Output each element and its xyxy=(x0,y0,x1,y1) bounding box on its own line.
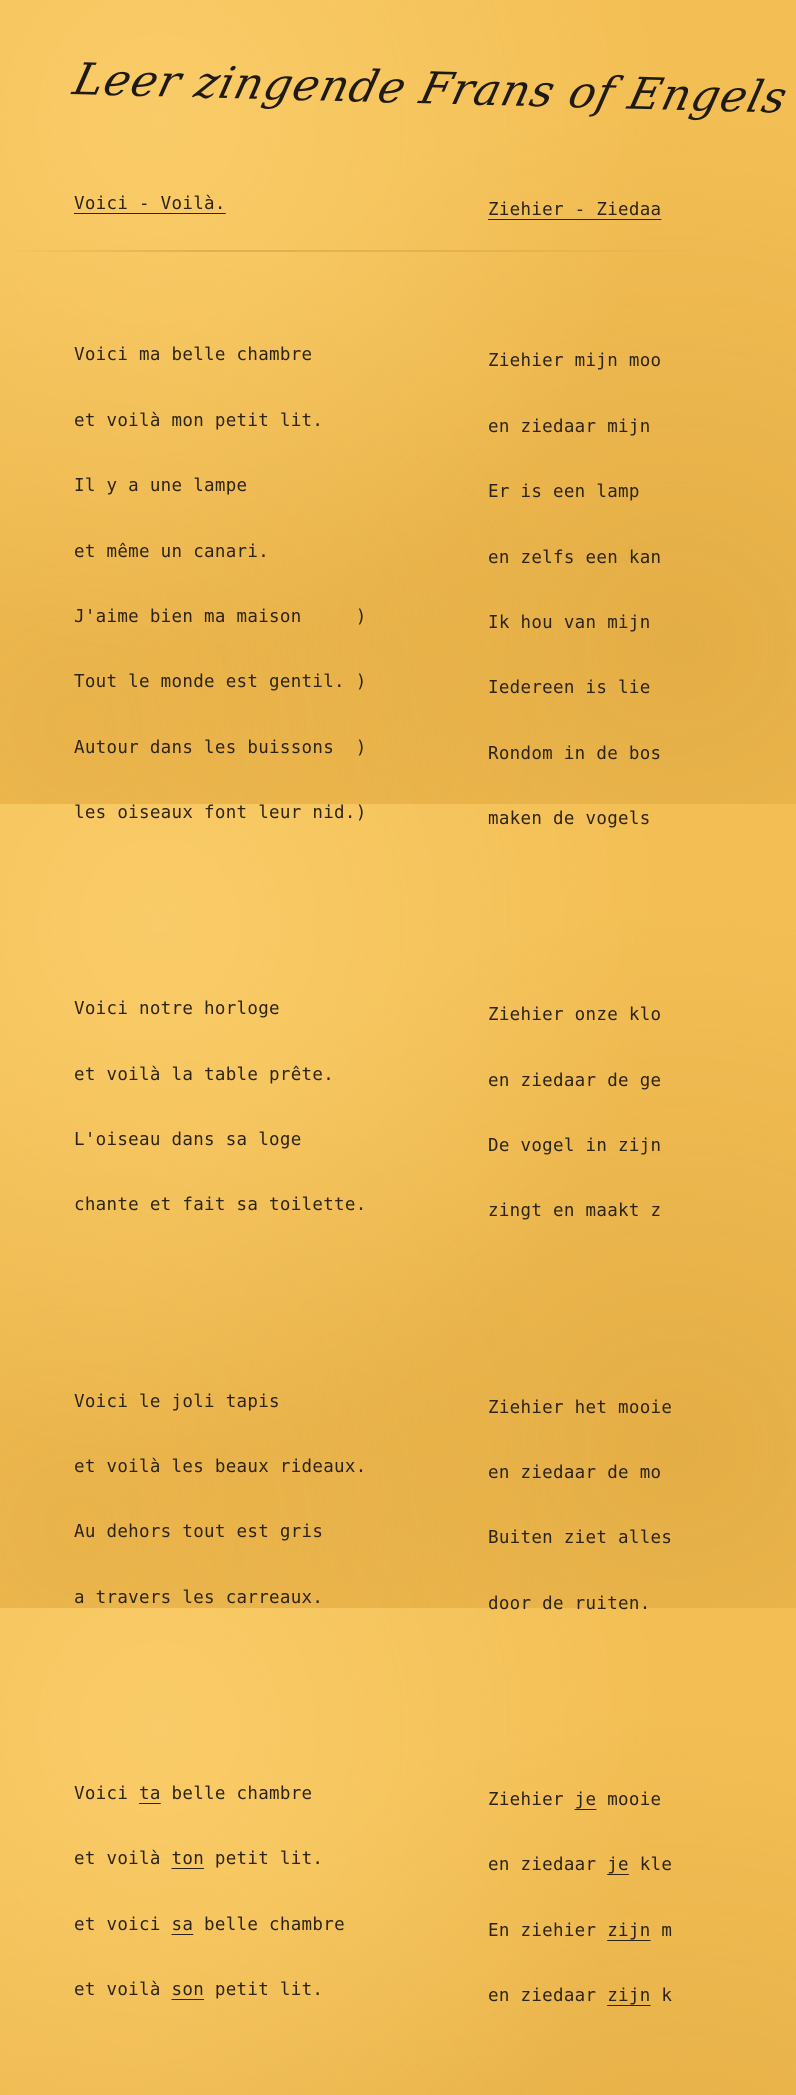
french-column xyxy=(74,150,474,2089)
text-line: door de ruiten. xyxy=(488,1593,651,1614)
underlined-word: je xyxy=(574,1789,597,1810)
text-line: et même un canari. xyxy=(74,541,270,562)
french-stanza-4 xyxy=(74,1740,474,2045)
text-line: en ziedaar de mo xyxy=(488,1463,662,1484)
text-line: De vogel in zijn xyxy=(488,1136,662,1157)
text-line: Ziehier onze klo xyxy=(488,1005,662,1026)
text-line: en ziedaar mijn xyxy=(488,416,651,437)
dutch-column xyxy=(488,156,748,2095)
text-line: en zelfs een kan xyxy=(488,547,662,568)
text-line: Tout le monde est gentil. ) xyxy=(74,672,367,693)
underlined-word: zijn xyxy=(607,1920,651,1941)
text-line: en ziedaar zijn k xyxy=(488,1986,673,2007)
dutch-title: Ziehier - Ziedaa xyxy=(488,199,662,220)
text-line: Voici ta belle chambre xyxy=(74,1783,313,1804)
text-line: L'oiseau dans sa loge xyxy=(74,1130,302,1151)
text-line: et voici sa belle chambre xyxy=(74,1914,345,1935)
french-title: Voici - Voilà. xyxy=(74,193,226,214)
dutch-stanza-1 xyxy=(488,308,748,875)
text-line: et voilà les beaux rideaux. xyxy=(74,1457,367,1478)
dutch-stanza-4 xyxy=(488,1746,748,2051)
text-line: Autour dans les buissons ) xyxy=(74,737,367,758)
underlined-word: ta xyxy=(139,1783,161,1804)
text-line: et voilà la table prête. xyxy=(74,1064,335,1085)
text-line: Ziehier het mooie xyxy=(488,1397,673,1418)
text-line: Voici ma belle chambre xyxy=(74,345,313,366)
text-line: Iedereen is lie xyxy=(488,678,651,699)
underlined-word: zijn xyxy=(607,1986,651,2007)
underlined-word: ton xyxy=(171,1849,205,1870)
underlined-word: je xyxy=(607,1855,629,1876)
dutch-stanza-2 xyxy=(488,962,748,1267)
text-line: Voici le joli tapis xyxy=(74,1391,280,1412)
text-line: chante et fait sa toilette. xyxy=(74,1195,367,1216)
text-line: Voici notre horloge xyxy=(74,999,280,1020)
text-line: en ziedaar je kle xyxy=(488,1855,673,1876)
french-stanza-3 xyxy=(74,1348,474,1653)
text-line: Il y a une lampe xyxy=(74,476,248,497)
text-line: et voilà ton petit lit. xyxy=(74,1849,324,1870)
underlined-word: son xyxy=(171,1980,205,2001)
dutch-stanza-3 xyxy=(488,1354,748,1659)
text-line: Ik hou van mijn xyxy=(488,612,651,633)
text-line: J'aime bien ma maison ) xyxy=(74,606,367,627)
french-stanza-1 xyxy=(74,302,474,869)
text-line: et voilà mon petit lit. xyxy=(74,410,324,431)
text-line: Ziehier je mooie xyxy=(488,1789,662,1810)
french-stanza-2 xyxy=(74,956,474,1261)
underlined-word: sa xyxy=(171,1914,194,1935)
text-line: les oiseaux font leur nid.) xyxy=(74,803,367,824)
text-line: En ziehier zijn m xyxy=(488,1920,673,1941)
text-line: maken de vogels xyxy=(488,809,651,830)
text-line: zingt en maakt z xyxy=(488,1201,662,1222)
text-line: et voilà son petit lit. xyxy=(74,1980,324,2001)
text-line: en ziedaar de ge xyxy=(488,1070,662,1091)
text-line: Buiten ziet alles xyxy=(488,1528,673,1549)
text-line: Au dehors tout est gris xyxy=(74,1522,324,1543)
text-line: a travers les carreaux. xyxy=(74,1587,324,1608)
text-line: Er is een lamp xyxy=(488,482,640,503)
text-line: Rondom in de bos xyxy=(488,743,662,764)
handwritten-heading: Leer zingende Frans of Engels xyxy=(68,54,793,124)
text-line: Ziehier mijn moo xyxy=(488,351,662,372)
